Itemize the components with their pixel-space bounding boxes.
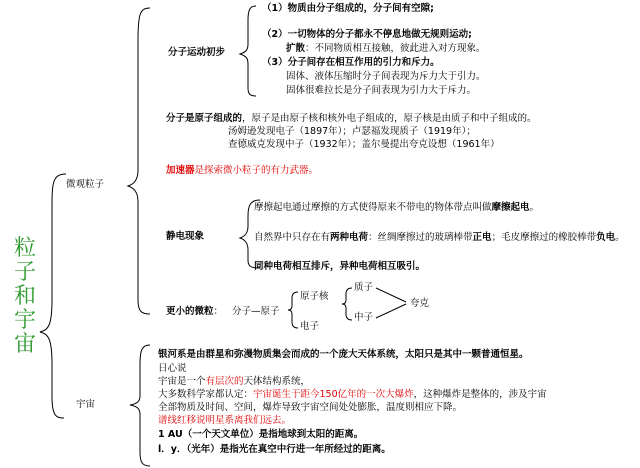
static-line-2: 自然界中只存在有两种电荷：丝绸摩擦过的玻璃棒带正电；毛皮摩擦过的橡胶棒带负电。	[254, 232, 625, 243]
title-char-5: 宙	[13, 332, 36, 357]
accelerator-text: 是探索微小粒子的有力武器。	[194, 165, 319, 176]
nucleus-brace	[342, 288, 352, 320]
universe-brace	[130, 345, 150, 466]
title-char-1: 粒	[13, 236, 36, 261]
micro-label: 微观粒子	[66, 179, 105, 190]
accelerator-term: 加速器	[166, 165, 195, 176]
universe-line-6: 谱线红移说明星系离我们远去。	[158, 415, 292, 426]
title-char-4: 宇	[13, 308, 36, 333]
accelerator-line	[166, 164, 318, 178]
motion-point-1: （1）物质由分子组成的，分子间有空隙;	[262, 3, 434, 14]
proton-node: 质子	[354, 282, 374, 293]
atom-structure-line	[166, 112, 537, 126]
universe-line-1: 银河系是由群星和弥漫物质集会而成的一个庞大天体系统，太阳只是其中一颗普通恒星。	[158, 349, 529, 360]
motion-point-3b: 固体很难拉长是分子间表现为引力大于斥力。	[286, 85, 477, 96]
diffusion-text: ：不同物质相互接触，彼此进入对方现象。	[305, 43, 486, 54]
molecule-atom-chain: 分子—原子	[232, 306, 280, 317]
static-line-1: 摩擦起电通过摩擦的方式使得原来不带电的物体带点叫做摩擦起电。	[254, 202, 540, 213]
static-label: 静电现象	[166, 231, 205, 242]
title-char-3: 和	[13, 284, 36, 309]
micro-brace	[128, 8, 150, 314]
motion-brace	[240, 6, 256, 96]
diffusion-line	[286, 42, 486, 56]
smaller-label: 更小的微粒	[166, 306, 214, 317]
universe-line-8: l．y．（光年）是指光在真空中行进一年所经过的距离。	[158, 444, 391, 455]
universe-line-7: 1 AU（一个天文单位）是指地球到太阳的距离。	[158, 429, 364, 440]
atom-lead: 分子是原子组成的	[166, 113, 243, 124]
proton-quark-line	[376, 288, 406, 302]
universe-line-5: 全部物质及时间、空间，爆炸导致宇宙空间处处膨胀，温度则相应下降。	[158, 402, 463, 413]
smaller-label-line: 更小的微粒：	[166, 306, 224, 317]
title-char-2: 子	[13, 260, 36, 285]
motion-label: 分子运动初步	[168, 47, 226, 58]
motion-point-2: （2）一切物体的分子都永不停息地做无规则运动;	[262, 29, 472, 40]
atom-rest: ，原子是由原子核和核外电子组成的，原子核是由质子和中子组成的。	[242, 113, 537, 124]
universe-label: 宇宙	[76, 399, 96, 410]
universe-line-4: 大多数科学家都认定：宇宙诞生于距今150亿年的一次大爆炸，这种爆炸是整体的，涉及宇宙	[158, 389, 547, 400]
static-line-3: 同种电荷相互排斥，异种电荷相互吸引。	[254, 261, 426, 272]
motion-point-3a: 固体、液体压缩时分子间表现为斥力大于引力。	[286, 71, 486, 82]
universe-line-2: 日心说	[158, 363, 187, 374]
neutron-quark-line	[376, 304, 406, 318]
atom-brace	[288, 292, 298, 328]
diffusion-term: 扩散	[286, 43, 306, 54]
motion-point-3: （3）分子间存在相互作用的引力和斥力。	[262, 57, 440, 68]
main-brace	[40, 174, 66, 418]
quark-node: 夸克	[410, 298, 430, 309]
nucleus-node: 原子核	[300, 291, 329, 302]
electron-node: 电子	[300, 321, 320, 332]
discovery-line-2: 查德威克发现中子（1932年）；盖尔曼提出夸克设想（1961年）	[228, 139, 500, 150]
universe-line-3: 宇宙是一个有层次的天体结构系统，	[158, 376, 311, 387]
discovery-line-1: 汤姆逊发现电子（1897年）；卢瑟福发现质子（1919年）；	[228, 126, 476, 137]
neutron-node: 中子	[354, 312, 374, 323]
